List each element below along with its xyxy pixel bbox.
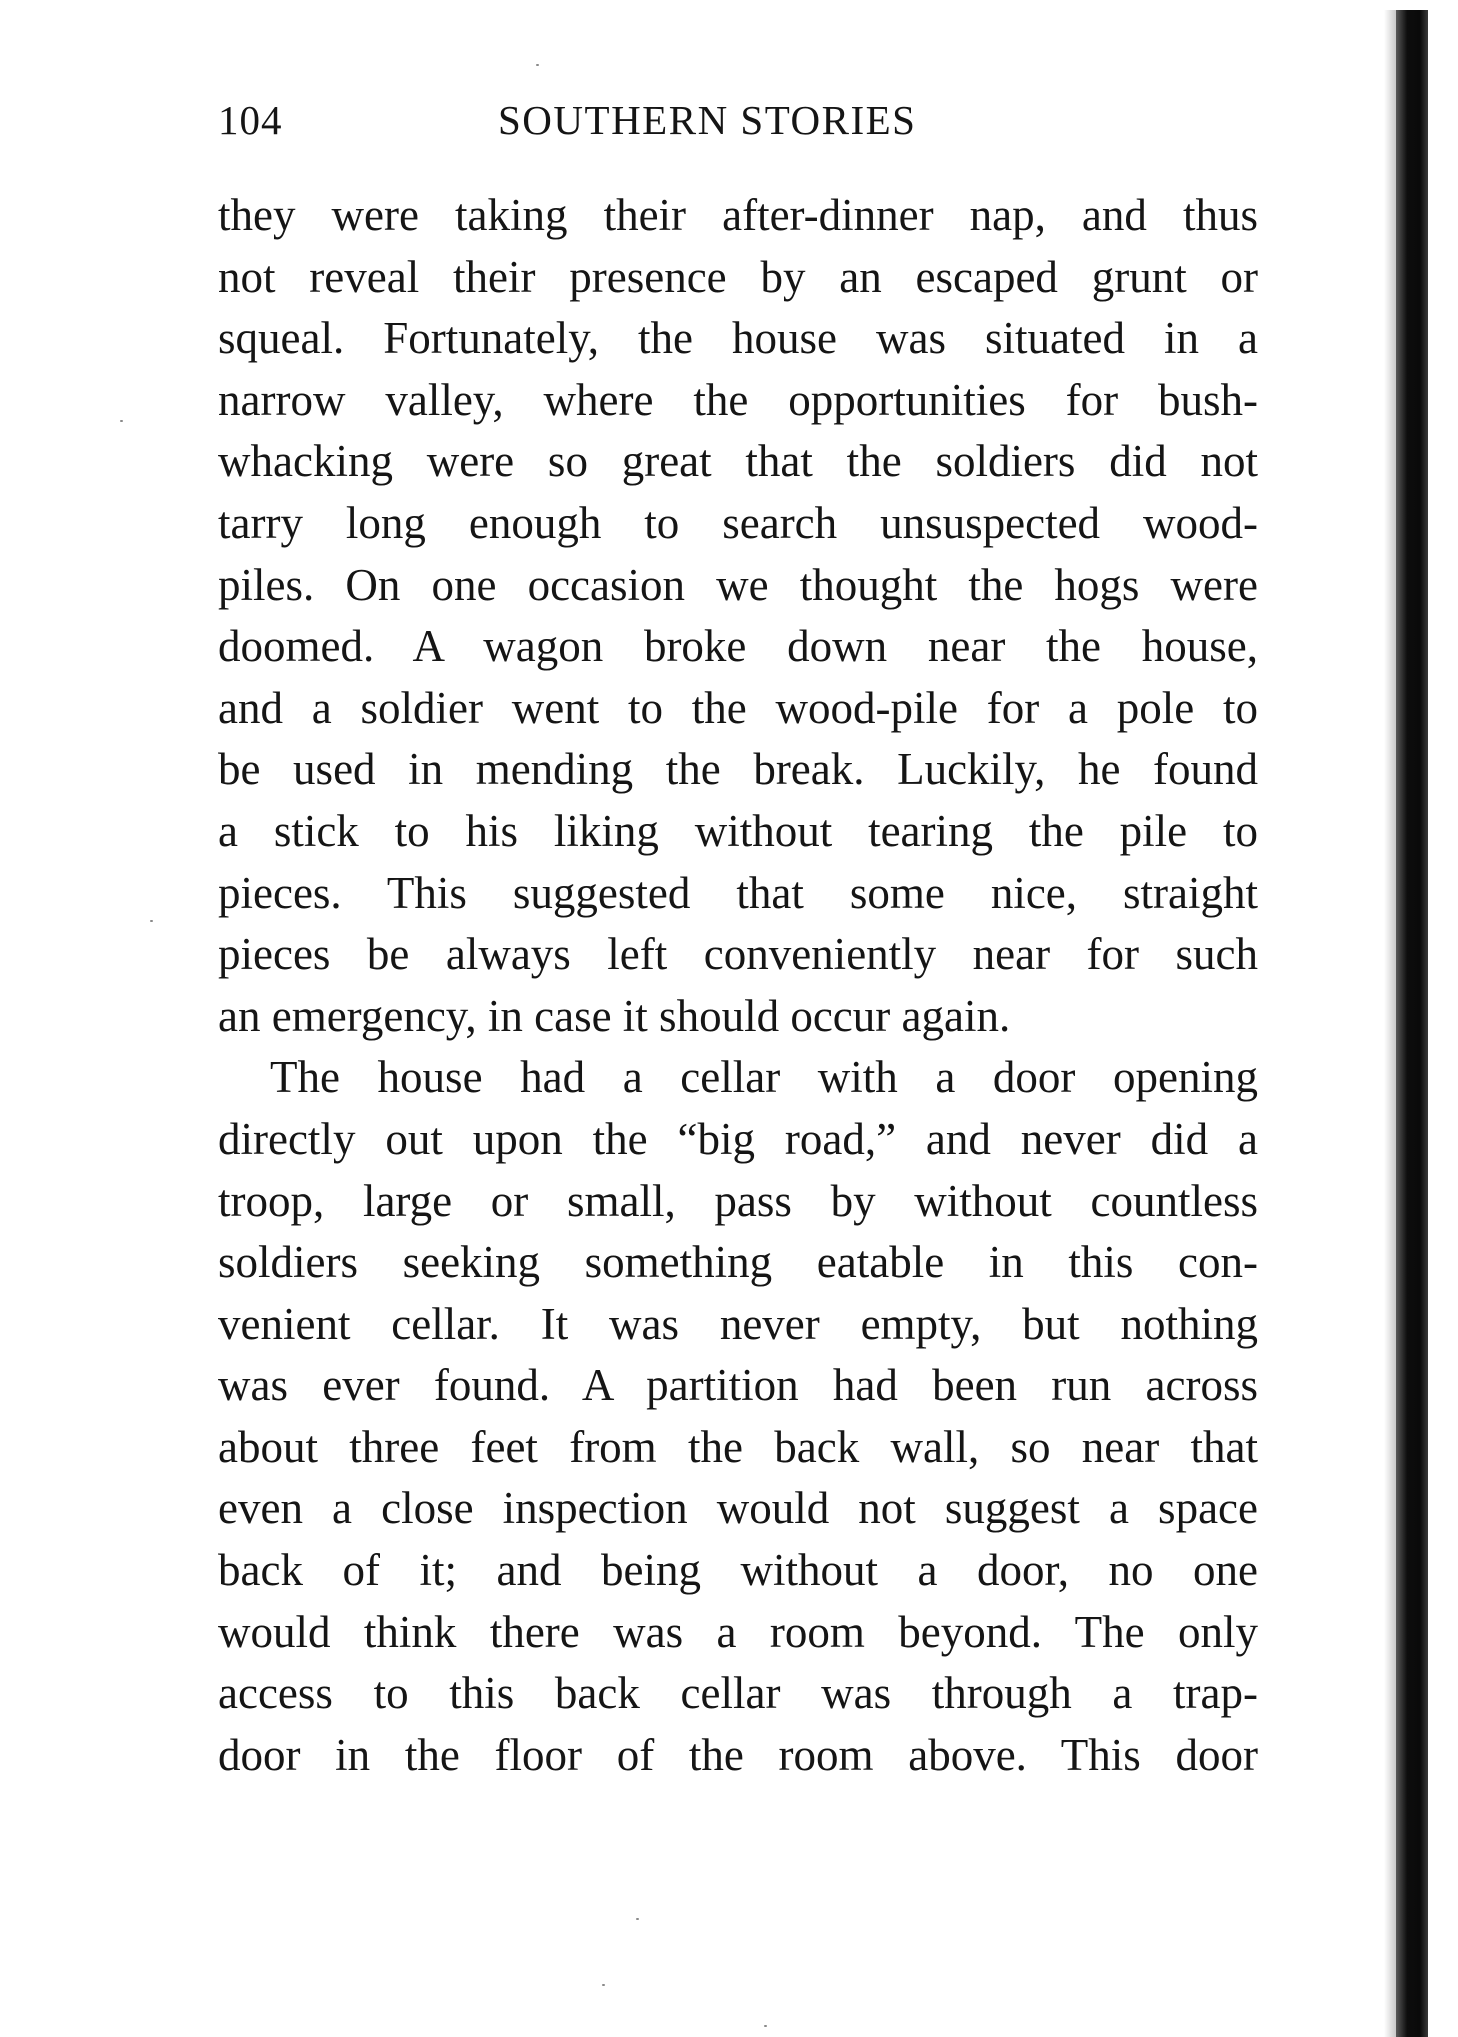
text-line: pieces be always left conveniently near for such [218,929,1258,980]
paragraph-1 [218,185,1258,1047]
text-line: The house had a cellar with a door opening [270,1052,1258,1103]
text-line: soldiers seeking something eatable in this con- [218,1237,1258,1288]
text-line: an emergency, in case it should occur again. [218,990,1011,1041]
text-line: even a close inspection would not suggest a space [218,1483,1258,1534]
paper-speck [636,1918,639,1920]
paper-speck [120,420,123,422]
paper-speck [602,1984,605,1986]
paper-speck [536,64,539,66]
text-line: be used in mending the break. Luckily, he found [218,744,1258,795]
text-line: tarry long enough to search unsuspected wood- [218,497,1258,548]
text-line: was ever found. A partition had been run across [218,1360,1258,1411]
text-line: whacking were so great that the soldiers did not [218,436,1258,487]
text-line: directly out upon the “big road,” and never did a [218,1113,1258,1164]
paragraph-2 [218,1047,1258,1786]
text-line: access to this back cellar was through a trap- [218,1668,1258,1719]
text-line: back of it; and being without a door, no one [218,1545,1258,1596]
text-line: piles. On one occasion we thought the hogs were [218,559,1258,610]
text-line: would think there was a room beyond. The only [218,1606,1258,1657]
text-line: venient cellar. It was never empty, but nothing [218,1298,1258,1349]
text-line: doomed. A wagon broke down near the house, [218,621,1258,672]
paper-speck [764,2025,767,2027]
text-line: troop, large or small, pass by without countless [218,1175,1258,1226]
binding-edge [1396,10,1428,2037]
text-line: about three feet from the back wall, so near that [218,1421,1258,1472]
paper-speck [150,920,153,922]
text-line: they were taking their after-dinner nap, and thus [218,190,1258,240]
page-header [218,96,1258,148]
text-line: not reveal their presence by an escaped grunt or [218,251,1258,302]
text-line: squeal. Fortunately, the house was situated in a [218,313,1258,364]
running-title: SOUTHERN STORIES [498,97,917,143]
text-line: door in the floor of the room above. This door [218,1729,1258,1780]
text-line: pieces. This suggested that some nice, straight [218,867,1258,918]
text-line: a stick to his liking without tearing the pile to [218,805,1258,856]
text-line: narrow valley, where the opportunities for bush- [218,374,1258,425]
text-line: and a soldier went to the wood-pile for a pole to [218,682,1258,733]
page-number: 104 [218,97,283,143]
body-text [218,185,1258,1786]
